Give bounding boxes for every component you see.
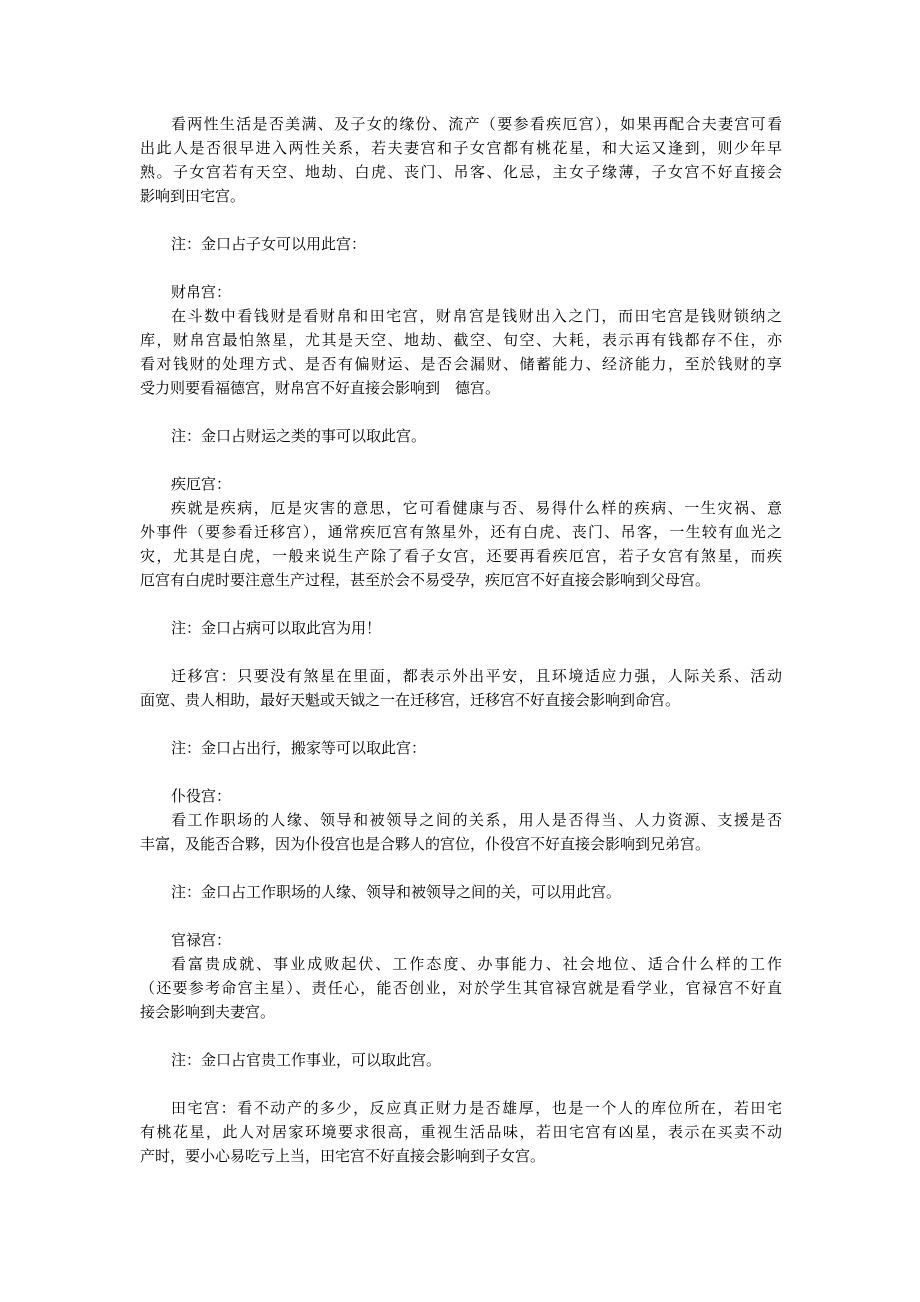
- paragraph-gap: [140, 1024, 782, 1048]
- text-line: 接会影响到夫妻宫。: [140, 1003, 276, 1021]
- text-line: 受力则要看福德宫，财帛宫不好直接会影响到 德宫。: [140, 379, 501, 397]
- note-career: 注：金口占官贵工作事业，可以取此宫。: [171, 1051, 442, 1069]
- heading-servants-palace: 仆役宫：: [171, 787, 232, 805]
- paragraph-gap: [140, 448, 782, 472]
- note-wealth: 注：金口占财运之类的事可以取此宫。: [171, 427, 427, 445]
- text-line: 看工作职场的人缘、领导和被领导之间的关系，用人是否得当、人力资源、支援是否: [171, 811, 782, 829]
- paragraph-servants-palace: [140, 808, 782, 856]
- paragraph-gap: [140, 904, 782, 928]
- paragraph-health-palace: [140, 496, 782, 592]
- heading-wealth-palace: 财帛宫：: [171, 283, 232, 301]
- heading-career-palace: 官禄宫：: [171, 931, 232, 949]
- text-line: 库，财帛宫最怕煞星，尤其是天空、地劫、截空、旬空、大耗，表示再有钱都存不住，亦: [140, 331, 782, 349]
- text-line: 产时，要小心易吃亏上当，田宅宫不好直接会影响到子女宫。: [140, 1147, 546, 1165]
- text-line: 看对钱财的处理方式、是否有偏财运、是否会漏财、储蓄能力、经济能力，至於钱财的享: [140, 355, 782, 373]
- paragraph-career-palace: [140, 952, 782, 1024]
- paragraph-gap: [140, 400, 782, 424]
- text-line: 疾就是疾病，厄是灾害的意思，它可看健康与否、易得什么样的疾病、一生灾祸、意: [171, 499, 782, 517]
- text-line: 看富贵成就、事业成败起伏、工作态度、办事能力、社会地位、适合什么样的工作: [171, 955, 782, 973]
- text-line: 外事件（要参看迁移宫），通常疾厄宫有煞星外，还有白虎、丧门、吊客，一生较有血光之: [140, 523, 782, 541]
- text-line: 迁移宫：只要没有煞星在里面，都表示外出平安，且环境适应力强，人际关系、活动: [171, 667, 782, 685]
- paragraph-gap: [140, 856, 782, 880]
- paragraph-gap: [140, 760, 782, 784]
- document-body: [140, 112, 782, 1168]
- paragraph-property-palace: [140, 1096, 782, 1168]
- text-line: 田宅宫：看不动产的多少，反应真正财力是否雄厚，也是一个人的库位所在，若田宅: [171, 1099, 782, 1117]
- paragraph-gap: [140, 1072, 782, 1096]
- text-line: 有桃花星，此人对居家环境要求很高，重视生活品味，若田宅宫有凶星，表示在买卖不动: [140, 1123, 782, 1141]
- heading-health-palace: 疾厄宫：: [171, 475, 232, 493]
- text-line: （还要参考命宫主星）、责任心，能否创业，对於学生其官禄宫就是看学业，官禄宫不好直: [140, 979, 782, 997]
- paragraph-gap: [140, 640, 782, 664]
- note-travel: 注：金口占出行，搬家等可以取此宫：: [171, 739, 427, 757]
- text-line: 面宽、贵人相助，最好天魁或天钺之一在迁移宫，迁移宫不好直接会影响到命宫。: [140, 691, 681, 709]
- text-line: 在斗数中看钱财是看财帛和田宅宫，财帛宫是钱财出入之门，而田宅宫是钱财锁纳之: [171, 307, 782, 325]
- text-line: 影响到田宅宫。: [140, 187, 246, 205]
- note-children: 注：金口占子女可以用此宫：: [171, 235, 367, 253]
- text-line: 看两性生活是否美满、及子女的缘份、流产（要参看疾厄宫），如果再配合夫妻宫可看: [171, 115, 782, 133]
- paragraph-gap: [140, 256, 782, 280]
- paragraph-gap: [140, 592, 782, 616]
- note-health: 注：金口占病可以取此宫为用！: [171, 619, 382, 637]
- note-servants: 注：金口占工作职场的人缘、领导和被领导之间的关，可以用此宫。: [171, 883, 622, 901]
- paragraph-children-palace: [140, 112, 782, 208]
- paragraph-gap: [140, 712, 782, 736]
- text-line: 厄宫有白虎时要注意生产过程，甚至於会不易受孕，疾厄宫不好直接会影响到父母宫。: [140, 571, 711, 589]
- paragraph-wealth-palace: [140, 304, 782, 400]
- paragraph-travel-palace: [140, 664, 782, 712]
- paragraph-gap: [140, 208, 782, 232]
- text-line: 丰富，及能否合夥，因为仆役宫也是合夥人的宫位，仆役宫不好直接会影响到兄弟宫。: [140, 835, 711, 853]
- text-line: 灾，尤其是白虎，一般来说生产除了看子女宫，还要再看疾厄宫，若子女宫有煞星，而疾: [140, 547, 782, 565]
- text-line: 熟。子女宫若有天空、地劫、白虎、丧门、吊客、化忌，主女子缘薄，子女宫不好直接会: [140, 163, 782, 181]
- text-line: 出此人是否很早进入两性关系，若夫妻宫和子女宫都有桃花星，和大运又逢到，则少年早: [140, 139, 782, 157]
